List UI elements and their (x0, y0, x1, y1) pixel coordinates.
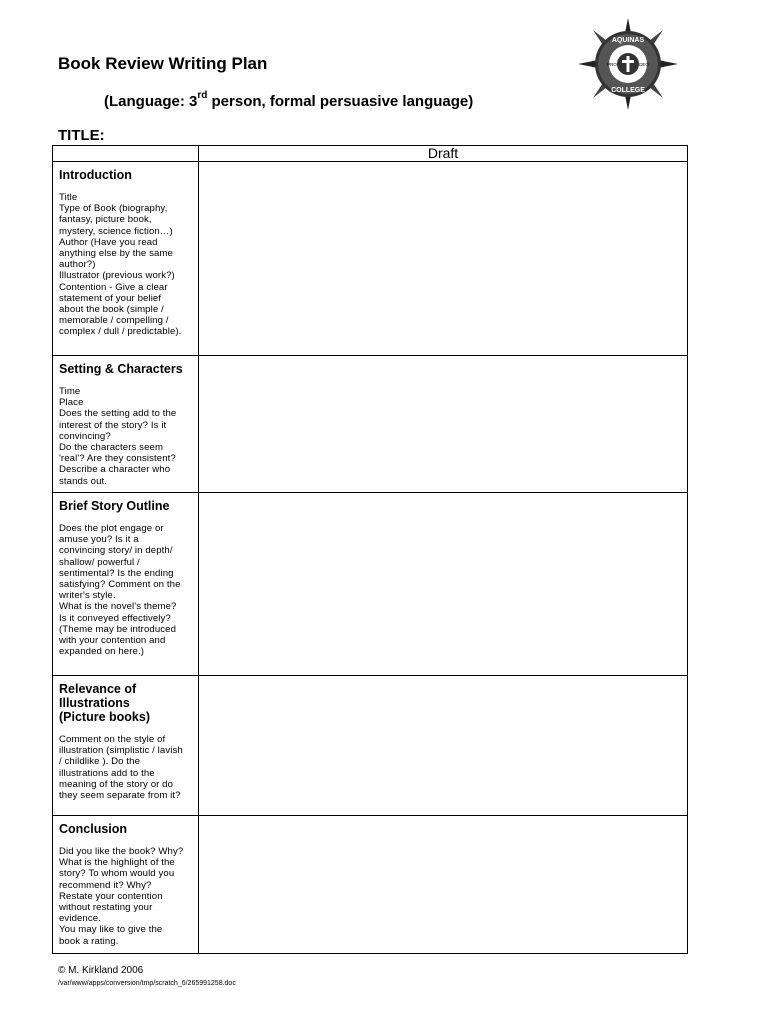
draft-header: Draft (199, 146, 688, 162)
file-path-footer: /var/www/apps/conversion/tmp/scratch_6/265991258.doc (58, 980, 236, 987)
svg-text:AQUINAS: AQUINAS (611, 37, 645, 44)
copyright-footer: © M. Kirkland 2006 (58, 965, 144, 976)
svg-text:DEO: DEO (639, 62, 649, 67)
section-introduction (53, 162, 199, 356)
draft-area-conclusion[interactable] (199, 816, 688, 954)
section-title: Relevance of Illustrations (Picture books) (59, 682, 150, 724)
title-label: TITLE: (58, 127, 105, 144)
section-title: Conclusion (59, 822, 128, 836)
section-prompts: Time Place Does the setting add to the interest of the story? Is it convincing? Do the characters seem 'real'? Are they consistent? Describe a character who stands out. (59, 386, 177, 487)
section-title: Brief Story Outline (59, 499, 170, 513)
section-brief-story-outline (53, 493, 199, 676)
draft-area-brief-story-outline[interactable] (199, 493, 688, 676)
draft-area-introduction[interactable] (199, 162, 688, 356)
section-prompts: Comment on the style of illustration (simplistic / lavish / childlike ). Do the illustrations add to the meaning of the story or do they seem separate from it? (59, 734, 183, 802)
section-prompts: Does the plot engage or amuse you? Is it a convincing story/ in depth/ shallow/ powerful / sentimental? Is the ending satisfying? Comment on the writer's style. What is the novel's theme? Is it conveyed effectively? (Theme may be introduced with your contention and expanded on here.) (59, 523, 181, 658)
college-crest-logo (578, 18, 678, 110)
svg-text:PRO: PRO (607, 62, 617, 67)
section-conclusion (53, 816, 199, 954)
header-blank-cell (53, 146, 199, 162)
document-title: Book Review Writing Plan (58, 54, 268, 73)
svg-text:COLLEGE: COLLEGE (611, 87, 645, 94)
section-title: Introduction (59, 168, 132, 182)
section-setting-characters (53, 356, 199, 493)
writing-plan-table (52, 145, 688, 954)
draft-area-relevance-of-illustrations[interactable] (199, 676, 688, 816)
section-relevance-of-illustrations (53, 676, 199, 816)
section-prompts: Did you like the book? Why? What is the highlight of the story? To whom would you recommend it? Why? Restate your contention without restating your evidence. You may like to give the book a rating. (59, 846, 184, 947)
section-prompts: Title Type of Book (biography, fantasy, picture book, mystery, science fiction…) Author (Have you read anything else by the same author?) Illustrator (previous work?) Contention - Give a clear statement of your belief about the book (simple / memorable / compelling / complex / dull / predictable). (59, 192, 182, 338)
language-subtitle: (Language: 3rd person, formal persuasive language) (104, 90, 474, 110)
section-title: Setting & Characters (59, 362, 183, 376)
draft-area-setting-characters[interactable] (199, 356, 688, 493)
